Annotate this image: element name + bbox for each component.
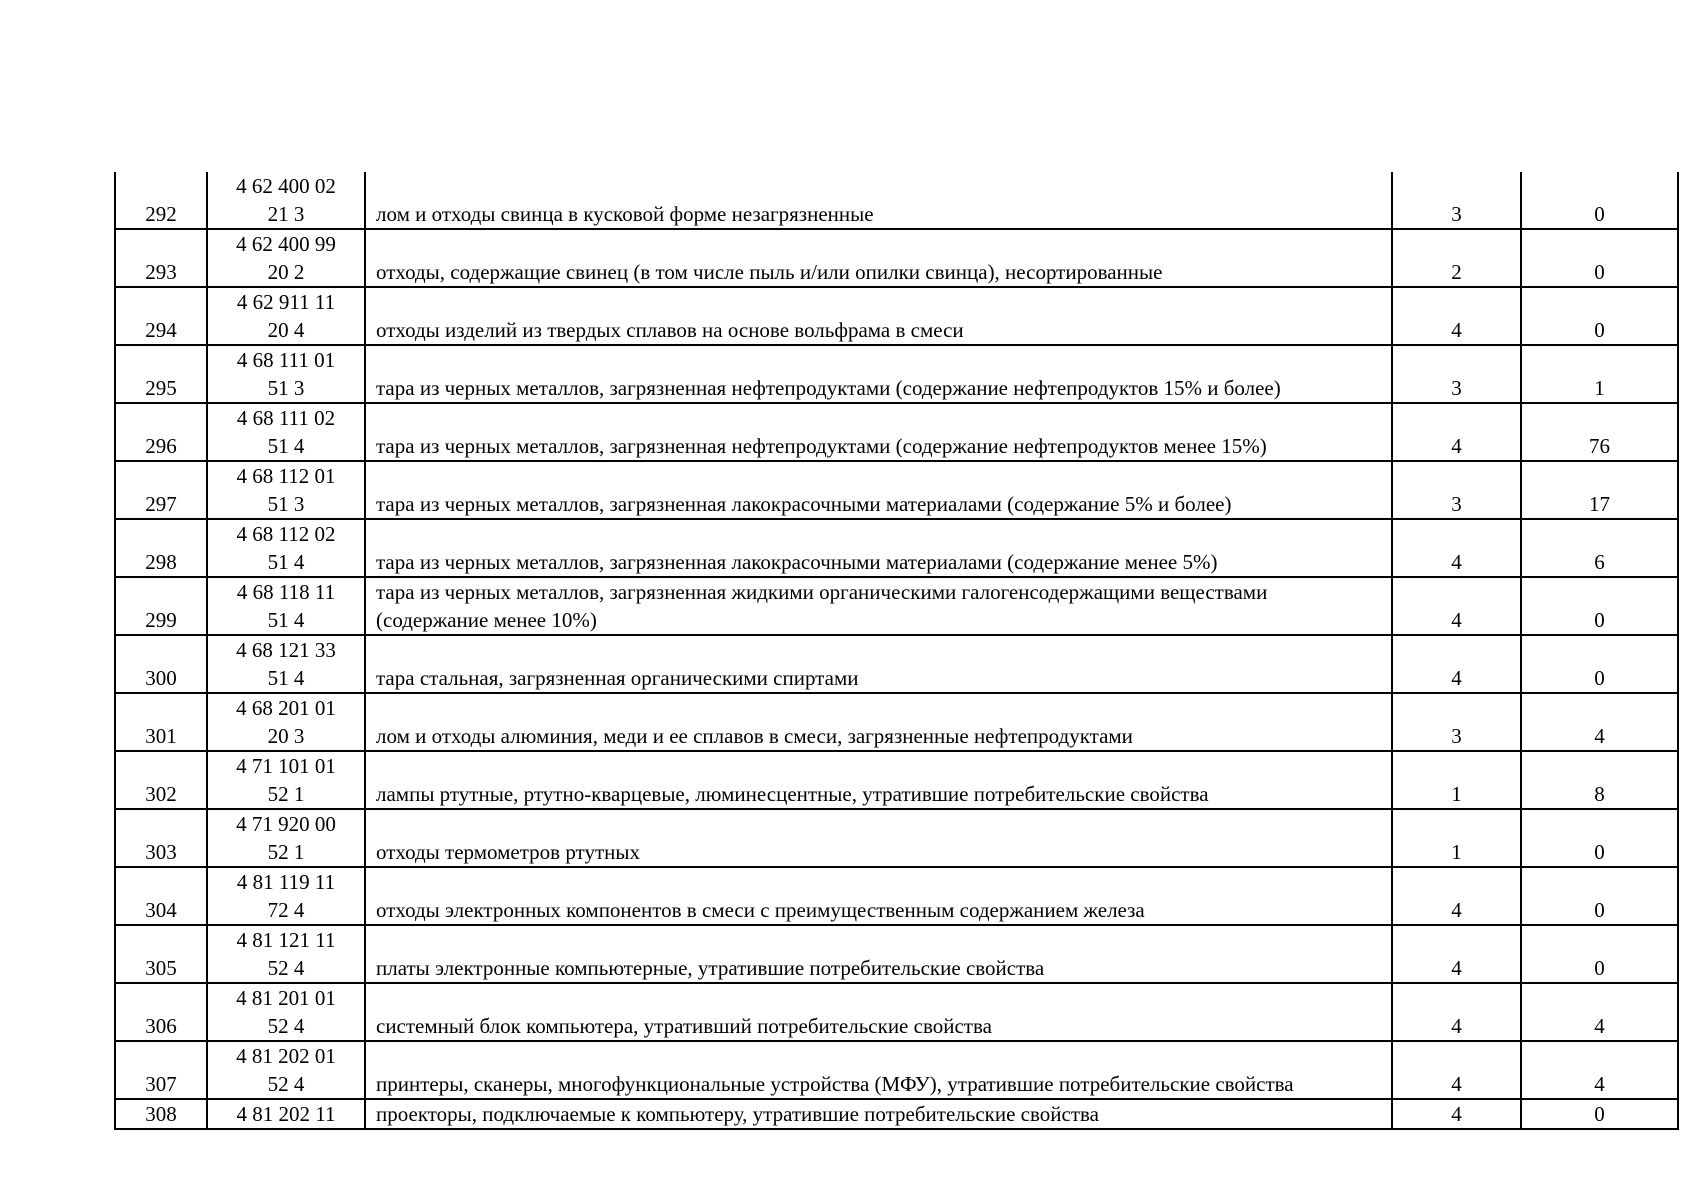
quantity: 4 — [1521, 983, 1678, 1041]
waste-code — [207, 635, 365, 693]
waste-name — [365, 693, 1392, 751]
waste-code-line1: 4 68 118 11 — [236, 580, 336, 604]
hazard-class: 3 — [1392, 172, 1521, 229]
waste-code-line2: 72 4 — [267, 898, 305, 922]
waste-name — [365, 577, 1392, 635]
row-number: 302 — [115, 751, 207, 809]
waste-code-line1: 4 68 112 01 — [236, 464, 336, 488]
hazard-class: 4 — [1392, 867, 1521, 925]
quantity: 0 — [1521, 867, 1678, 925]
waste-name-text: отходы, содержащие свинец (в том числе пыль и/или опилки свинца), несортированные — [376, 260, 1163, 284]
waste-name — [365, 635, 1392, 693]
waste-name — [365, 809, 1392, 867]
hazard-class: 4 — [1392, 403, 1521, 461]
waste-code-line1: 4 81 121 11 — [236, 928, 336, 952]
waste-code-line2: 20 4 — [267, 318, 305, 342]
waste-code — [207, 867, 365, 925]
waste-code — [207, 1041, 365, 1099]
waste-code-line1: 4 81 202 11 — [236, 1102, 336, 1126]
waste-code — [207, 577, 365, 635]
waste-name — [365, 403, 1392, 461]
table-row — [115, 577, 1678, 635]
table-row — [115, 287, 1678, 345]
waste-code — [207, 751, 365, 809]
hazard-class: 4 — [1392, 1099, 1521, 1129]
waste-name-text: лом и отходы свинца в кусковой форме незагрязненные — [376, 202, 874, 226]
waste-code-line1: 4 62 911 11 — [236, 290, 336, 314]
row-number: 304 — [115, 867, 207, 925]
waste-name — [365, 751, 1392, 809]
hazard-class: 4 — [1392, 983, 1521, 1041]
table-row — [115, 867, 1678, 925]
waste-name-text: лом и отходы алюминия, меди и ее сплавов в смеси, загрязненные нефтепродуктами — [376, 724, 1133, 748]
waste-code-line2: 51 3 — [267, 376, 305, 400]
waste-code-line1: 4 68 121 33 — [236, 638, 336, 662]
table-row — [115, 809, 1678, 867]
row-number: 303 — [115, 809, 207, 867]
hazard-class: 1 — [1392, 751, 1521, 809]
table-row — [115, 693, 1678, 751]
waste-name — [365, 229, 1392, 287]
waste-code-line1: 4 71 101 01 — [236, 754, 336, 778]
waste-name — [365, 345, 1392, 403]
table-row — [115, 1041, 1678, 1099]
hazard-class: 4 — [1392, 287, 1521, 345]
waste-code-line2: 51 4 — [267, 608, 305, 632]
row-number: 307 — [115, 1041, 207, 1099]
row-number: 294 — [115, 287, 207, 345]
hazard-class: 3 — [1392, 693, 1521, 751]
waste-code — [207, 1099, 365, 1129]
waste-code-line1: 4 68 201 01 — [236, 696, 336, 720]
hazard-class: 4 — [1392, 519, 1521, 577]
row-number: 292 — [115, 172, 207, 229]
quantity: 6 — [1521, 519, 1678, 577]
waste-code-line2: 52 4 — [267, 1014, 305, 1038]
waste-name-text: принтеры, сканеры, многофункциональные устройства (МФУ), утратившие потребительские свойства — [376, 1072, 1294, 1096]
waste-code — [207, 345, 365, 403]
waste-code-line2: 20 3 — [267, 724, 305, 748]
quantity: 4 — [1521, 693, 1678, 751]
waste-code-line1: 4 68 112 02 — [236, 522, 336, 546]
waste-name — [365, 1041, 1392, 1099]
waste-name-text: отходы изделий из твердых сплавов на основе вольфрама в смеси — [376, 318, 964, 342]
row-number: 293 — [115, 229, 207, 287]
row-number: 299 — [115, 577, 207, 635]
hazard-class: 3 — [1392, 461, 1521, 519]
quantity: 0 — [1521, 925, 1678, 983]
row-number: 298 — [115, 519, 207, 577]
hazard-class: 2 — [1392, 229, 1521, 287]
waste-code-line2: 51 4 — [267, 666, 305, 690]
waste-code — [207, 403, 365, 461]
waste-table-body — [115, 172, 1678, 1129]
quantity: 17 — [1521, 461, 1678, 519]
waste-code-line2: 51 3 — [267, 492, 305, 516]
waste-code-line1: 4 62 400 99 — [236, 232, 336, 256]
quantity: 0 — [1521, 635, 1678, 693]
waste-code-line2: 52 4 — [267, 956, 305, 980]
table-row — [115, 635, 1678, 693]
row-number: 296 — [115, 403, 207, 461]
hazard-class: 4 — [1392, 1041, 1521, 1099]
waste-name — [365, 172, 1392, 229]
row-number: 308 — [115, 1099, 207, 1129]
row-number: 295 — [115, 345, 207, 403]
row-number: 306 — [115, 983, 207, 1041]
waste-name-text: отходы электронных компонентов в смеси с преимущественным содержанием железа — [376, 898, 1145, 922]
waste-code-line2: 51 4 — [267, 434, 305, 458]
quantity: 4 — [1521, 1041, 1678, 1099]
table-row — [115, 983, 1678, 1041]
waste-code — [207, 229, 365, 287]
waste-table — [114, 172, 1679, 1130]
table-row — [115, 229, 1678, 287]
waste-code — [207, 693, 365, 751]
waste-name — [365, 287, 1392, 345]
waste-name — [365, 519, 1392, 577]
row-number: 297 — [115, 461, 207, 519]
waste-code-line2: 52 4 — [267, 1072, 305, 1096]
waste-name — [365, 867, 1392, 925]
waste-name-text: тара из черных металлов, загрязненная жидкими органическими галогенсодержащими веществами (содержание менее 10%) — [376, 580, 1268, 632]
hazard-class: 4 — [1392, 635, 1521, 693]
waste-name-text: тара из черных металлов, загрязненная лакокрасочными материалами (содержание менее 5%) — [376, 550, 1218, 574]
row-number: 301 — [115, 693, 207, 751]
quantity: 0 — [1521, 577, 1678, 635]
waste-code-line2: 52 1 — [267, 840, 305, 864]
waste-code — [207, 809, 365, 867]
waste-name-text: отходы термометров ртутных — [376, 840, 640, 864]
waste-name-text: тара из черных металлов, загрязненная нефтепродуктами (содержание нефтепродуктов менее 15%) — [376, 434, 1267, 458]
waste-name — [365, 925, 1392, 983]
quantity: 1 — [1521, 345, 1678, 403]
waste-code-line1: 4 71 920 00 — [236, 812, 336, 836]
table-row — [115, 751, 1678, 809]
waste-name-text: системный блок компьютера, утративший потребительские свойства — [376, 1014, 992, 1038]
waste-code — [207, 287, 365, 345]
waste-code — [207, 172, 365, 229]
waste-code — [207, 461, 365, 519]
table-row — [115, 925, 1678, 983]
waste-name-text: проекторы, подключаемые к компьютеру, утратившие потребительские свойства — [376, 1102, 1099, 1126]
quantity: 0 — [1521, 172, 1678, 229]
hazard-class: 4 — [1392, 577, 1521, 635]
waste-code-line2: 21 3 — [267, 202, 305, 226]
waste-code-line1: 4 81 202 01 — [236, 1044, 336, 1068]
waste-code-line1: 4 68 111 02 — [236, 406, 336, 430]
quantity: 76 — [1521, 403, 1678, 461]
waste-name — [365, 1099, 1392, 1129]
waste-name-text: платы электронные компьютерные, утратившие потребительские свойства — [376, 956, 1045, 980]
waste-name-text: лампы ртутные, ртутно-кварцевые, люминесцентные, утратившие потребительские свойства — [376, 782, 1209, 806]
waste-name — [365, 461, 1392, 519]
waste-code-line1: 4 68 111 01 — [236, 348, 336, 372]
hazard-class: 1 — [1392, 809, 1521, 867]
waste-name-text: тара из черных металлов, загрязненная нефтепродуктами (содержание нефтепродуктов 15% и более) — [376, 376, 1281, 400]
waste-name-text: тара стальная, загрязненная органическими спиртами — [376, 666, 859, 690]
row-number: 300 — [115, 635, 207, 693]
table-row — [115, 345, 1678, 403]
table-row — [115, 519, 1678, 577]
quantity: 8 — [1521, 751, 1678, 809]
waste-code-line2: 20 2 — [267, 260, 305, 284]
waste-code — [207, 925, 365, 983]
quantity: 0 — [1521, 809, 1678, 867]
waste-code-line2: 52 1 — [267, 782, 305, 806]
row-number: 305 — [115, 925, 207, 983]
table-row — [115, 403, 1678, 461]
table-row — [115, 1099, 1678, 1129]
waste-code-line1: 4 81 201 01 — [236, 986, 336, 1010]
quantity: 0 — [1521, 287, 1678, 345]
hazard-class: 4 — [1392, 925, 1521, 983]
waste-name-text: тара из черных металлов, загрязненная лакокрасочными материалами (содержание 5% и более) — [376, 492, 1232, 516]
waste-code — [207, 519, 365, 577]
quantity: 0 — [1521, 1099, 1678, 1129]
hazard-class: 3 — [1392, 345, 1521, 403]
waste-code-line1: 4 62 400 02 — [236, 174, 336, 198]
waste-code-line1: 4 81 119 11 — [236, 870, 336, 894]
waste-code-line2: 51 4 — [267, 550, 305, 574]
waste-name — [365, 983, 1392, 1041]
waste-code — [207, 983, 365, 1041]
quantity: 0 — [1521, 229, 1678, 287]
table-row — [115, 461, 1678, 519]
table-row — [115, 172, 1678, 229]
